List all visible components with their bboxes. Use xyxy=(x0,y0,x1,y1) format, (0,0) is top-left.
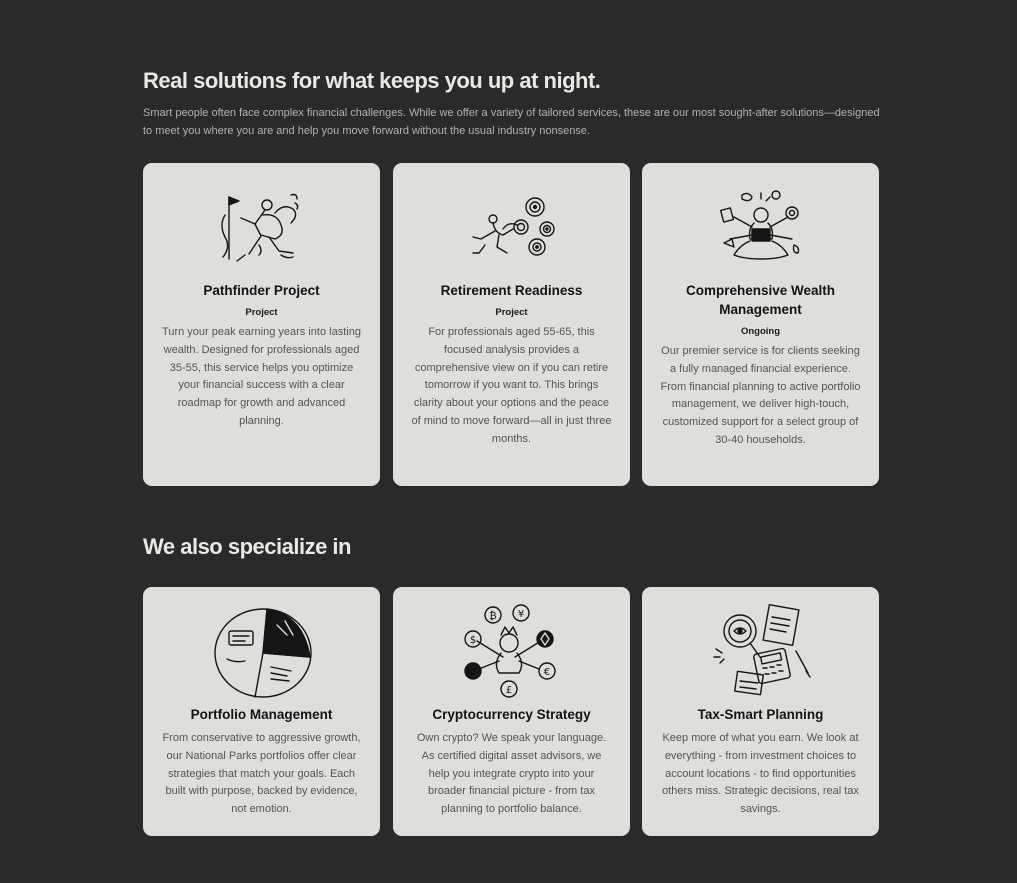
solution-card-pathfinder[interactable] xyxy=(143,163,380,486)
svg-text:¥: ¥ xyxy=(517,609,524,620)
card-title: Portfolio Management xyxy=(190,707,333,722)
svg-text:£: £ xyxy=(505,685,512,696)
card-description: For professionals aged 55-65, this focused analysis provides a comprehensive view on if you can retire tomorrow if you want to. This brings clarity about your options and the peace of mind to move forward—all in just three months. xyxy=(411,326,612,445)
multitasking-person-icon xyxy=(714,185,808,273)
card-title: Cryptocurrency Strategy xyxy=(432,707,591,722)
solution-card-retirement[interactable] xyxy=(393,163,630,486)
card-tag: Project xyxy=(495,307,528,318)
card-description: Keep more of what you earn. We look at everything - from investment choices to account locations - to find opportunities others miss. Strategic decisions, real tax savings. xyxy=(662,732,859,816)
card-description: Turn your peak earning years into lasting wealth. Designed for professionals aged 35-55, this service helps you optimize your financial success with a clear roadmap for growth and advanced planning. xyxy=(162,326,361,427)
card-description: Our premier service is for clients seeking a fully managed financial experience. From financial planning to active portfolio management, we deliver high-touch, customized support for a select group of 30-40 households. xyxy=(660,345,861,446)
runner-with-targets-icon xyxy=(465,185,559,273)
svg-text:€: € xyxy=(543,667,550,678)
intro-paragraph: Smart people often face complex financial challenges. While we offer a variety of tailored services, these are our most sought-after solutions—designed to meet you where you are and help you move forward without the usual industry nonsense. xyxy=(143,107,880,137)
svg-text:$: $ xyxy=(469,635,476,646)
card-tag: Project xyxy=(245,307,278,318)
card-tag: Ongoing xyxy=(740,326,781,337)
card-title: Comprehensive Wealth Management xyxy=(685,283,836,317)
solution-card-wealth-management[interactable] xyxy=(642,163,879,486)
page-title: Real solutions for what keeps you up at night. xyxy=(143,68,601,93)
card-description: From conservative to aggressive growth, our National Parks portfolios offer clear strategies that match your goals. Each built with purpose, backed by evidence, not emotion. xyxy=(162,732,361,816)
pie-chart-icon xyxy=(207,601,317,701)
card-description: Own crypto? We speak your language. As certified digital asset advisors, we help you integrate crypto into your broader financial picture - from tax planning to portfolio balance. xyxy=(416,732,607,816)
crypto-coins-icon xyxy=(457,601,567,701)
svg-text:₿: ₿ xyxy=(488,611,497,622)
card-title: Retirement Readiness xyxy=(440,283,583,298)
tax-documents-icon xyxy=(706,601,816,701)
card-title: Tax-Smart Planning xyxy=(697,707,824,722)
specialties-heading: We also specialize in xyxy=(143,534,351,559)
specialty-card-crypto[interactable] xyxy=(393,587,630,836)
card-title: Pathfinder Project xyxy=(203,283,320,298)
specialty-card-portfolio[interactable] xyxy=(143,587,380,836)
hiker-with-flag-icon xyxy=(215,185,309,273)
specialty-card-tax[interactable] xyxy=(642,587,879,836)
